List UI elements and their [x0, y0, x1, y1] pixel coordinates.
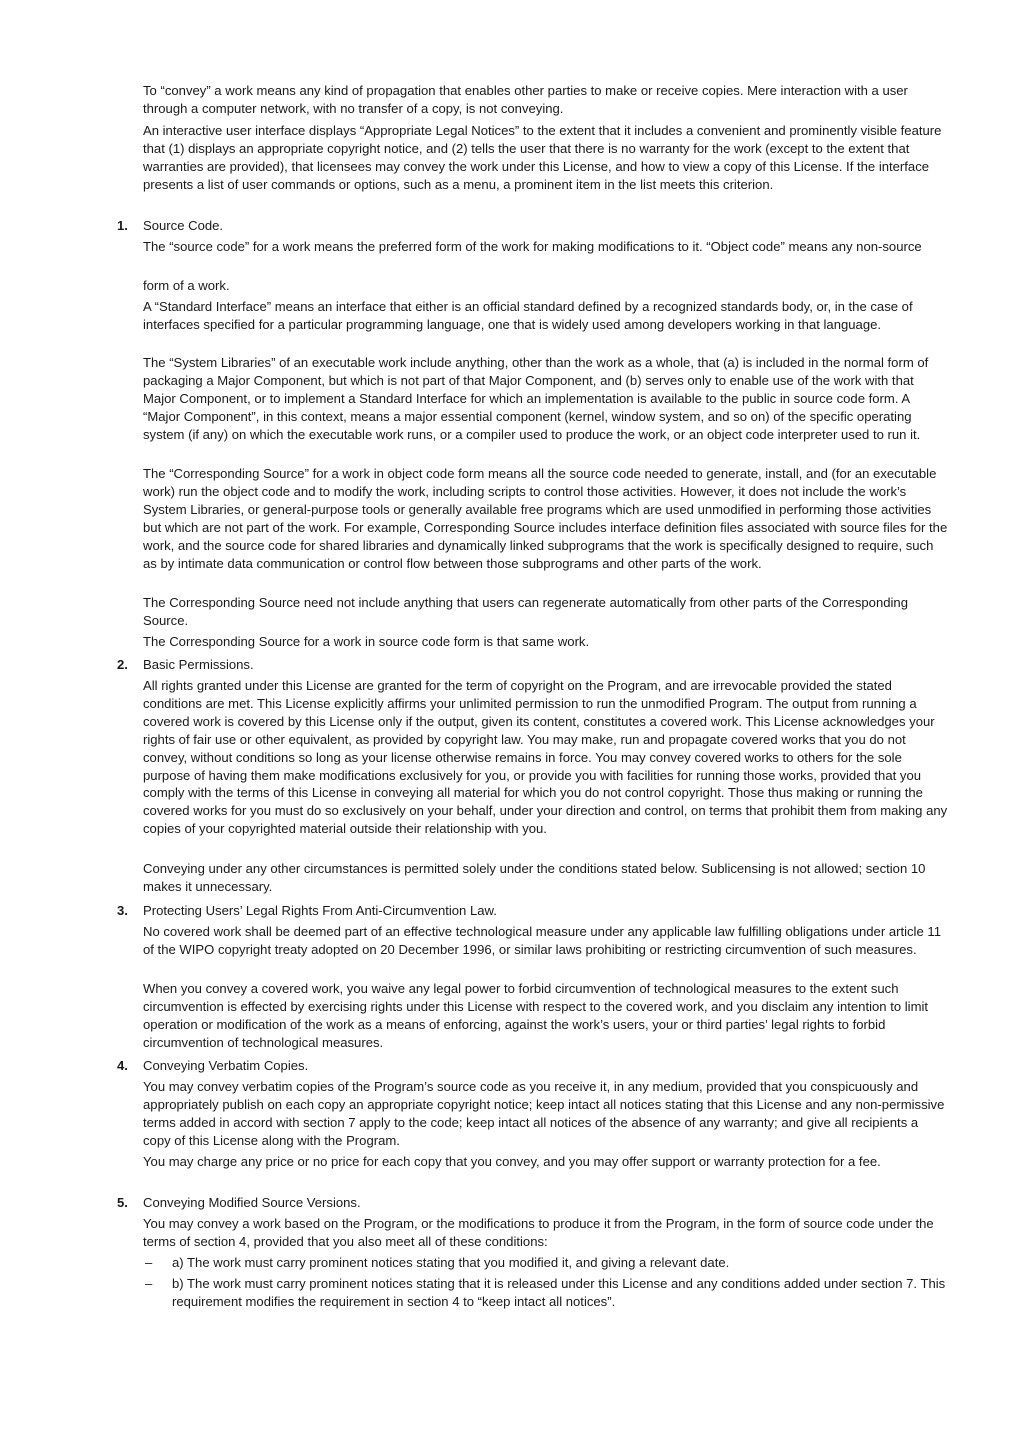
section-paragraph: The Corresponding Source need not include anything that users can regenerate automatically from other parts of the Corresponding Source. [143, 595, 908, 628]
section-paragraph: All rights granted under this License are granted for the term of copyright on the Program, and are irrevocable provided the stated conditions are met. This License explicitly affirms your unlimited permission to run the unmodified Program. The output from running a covered work is covered by this License only if the output, given its content, constitutes a covered work. This License acknowledges your rights of fair use or other equivalent, as provided by copyright law. You may make, run and propagate covered works that you do not convey, without conditions so long as your license otherwise remains in force. You may convey covered works to others for the sole purpose of having them make modifications exclusively for you, or provide you with facilities for running those works, provided that you comply with the terms of this License in conveying all material for which you do not control copyright. Those thus making or running the covered works for you must do so exclusively on your behalf, under your direction and control, on terms that prohibit them from making any copies of your copyrighted material outside their relationship with you. [143, 678, 948, 837]
section-title: Conveying Modified Source Versions. [143, 1195, 361, 1210]
section-4 [0, 1057, 1032, 1169]
dash-bullet: – [145, 1276, 153, 1291]
section-paragraph: form of a work. [143, 278, 230, 293]
section-paragraph: No covered work shall be deemed part of an effective technological measure under any applicable law fulfilling obligations under article 11 of the WIPO copyright treaty adopted on 20 December 1996, or similar laws prohibiting or restricting circumvention of such measures. [143, 924, 941, 957]
section-number: 4. [117, 1058, 128, 1073]
section-heading [0, 1194, 1032, 1212]
section-title: Protecting Users’ Legal Rights From Anti-Circumvention Law. [143, 903, 497, 918]
section-title: Conveying Verbatim Copies. [143, 1058, 309, 1073]
section-number: 2. [117, 657, 128, 672]
section-heading [0, 217, 1032, 235]
section-paragraph: You may charge any price or no price for each copy that you convey, and you may offer support or warranty protection for a fee. [143, 1154, 881, 1169]
intro-paragraph: To “convey” a work means any kind of propagation that enables other parties to make or receive copies. Mere interaction with a user through a computer network, with no transfer of a copy, is not conveying. [143, 83, 908, 116]
section-paragraph: The Corresponding Source for a work in source code form is that same work. [143, 634, 590, 649]
section-paragraph: The “Corresponding Source” for a work in object code form means all the source code needed to generate, install, and (for an executable work) run the object code and to modify the work, including scripts to control those activities. However, it does not include the work’s System Libraries, or general-purpose tools or generally available free programs which are used unmodified in performing those activities but which are not part of the work. For example, Corresponding Source includes interface definition files associated with source files for the work, and the source code for shared libraries and dynamically linked subprograms that the work is specifically designed to require, such as by intimate data communication or control flow between those subprograms and other parts of the work. [143, 466, 948, 571]
section-title: Basic Permissions. [143, 657, 254, 672]
section-paragraph: The “System Libraries” of an executable work include anything, other than the work as a whole, that (a) is included in the normal form of packaging a Major Component, but which is not part of that Major Component, and (b) serves only to enable use of the work with that Major Component, or to implement a Standard Interface for which an implementation is available to the public in source code form. A “Major Component”, in this context, means a major essential component (kernel, window system, and so on) of the specific operating system (if any) on which the executable work runs, or a compiler used to produce the work, or an object code interpreter used to run it. [143, 355, 929, 442]
section-number: 3. [117, 903, 128, 918]
section-paragraph: You may convey verbatim copies of the Program’s source code as you receive it, in any medium, provided that you conspicuously and appropriately publish on each copy an appropriate copyright notice; keep intact all notices stating that this License and any non-permissive terms added in accord with section 7 apply to the code; keep intact all notices of the absence of any warranty; and give all recipients a copy of this License along with the Program. [143, 1079, 945, 1148]
list-item [145, 1275, 949, 1311]
list-item-text: b) The work must carry prominent notices stating that it is released under this License and any conditions added under section 7. This requirement modifies the requirement in section 4 to “keep intact all notices”. [172, 1276, 946, 1309]
section-1 [0, 217, 1032, 649]
dash-bullet: – [145, 1255, 153, 1270]
list-item-text: a) The work must carry prominent notices stating that you modified it, and giving a relevant date. [172, 1255, 730, 1270]
section-paragraph: When you convey a covered work, you waive any legal power to forbid circumvention of technological measures to the extent such circumvention is effected by exercising rights under this License with respect to the covered work, and you disclaim any intention to limit operation or modification of the work as a means of enforcing, against the work’s users, your or third parties’ legal rights to forbid circumvention of technological measures. [143, 981, 929, 1050]
section-heading [0, 1057, 1032, 1075]
section-number: 1. [117, 218, 128, 233]
section-3 [0, 902, 1032, 1050]
section-paragraph: A “Standard Interface” means an interface that either is an official standard defined by a recognized standards body, or, in the case of interfaces specified for a particular programming language, one that is widely used among developers working in that language. [143, 299, 913, 332]
section-heading [0, 656, 1032, 674]
section-2 [0, 656, 1032, 894]
list-item [145, 1254, 949, 1272]
section-paragraph: The “source code” for a work means the preferred form of the work for making modifications to it. “Object code” means any non-source [143, 239, 922, 254]
section-number: 5. [117, 1195, 128, 1210]
intro-paragraph: An interactive user interface displays “Appropriate Legal Notices” to the extent that it includes a convenient and prominently visible feature that (1) displays an appropriate copyright notice, and (2) tells the user that there is no warranty for the work (except to the extent that warranties are provided), that licensees may convey the work under this License, and how to view a copy of this License. If the interface presents a list of user commands or options, such as a menu, a prominent item in the list meets this criterion. [143, 123, 942, 192]
section-paragraph: You may convey a work based on the Program, or the modifications to produce it from the Program, in the form of source code under the terms of section 4, provided that you also meet all of these conditions: [143, 1216, 934, 1249]
section-paragraph: Conveying under any other circumstances is permitted solely under the conditions stated below. Sublicensing is not allowed; section 10 makes it unnecessary. [143, 861, 926, 894]
section-5 [0, 1194, 1032, 1309]
section-heading [0, 902, 1032, 920]
section-title: Source Code. [143, 218, 224, 233]
